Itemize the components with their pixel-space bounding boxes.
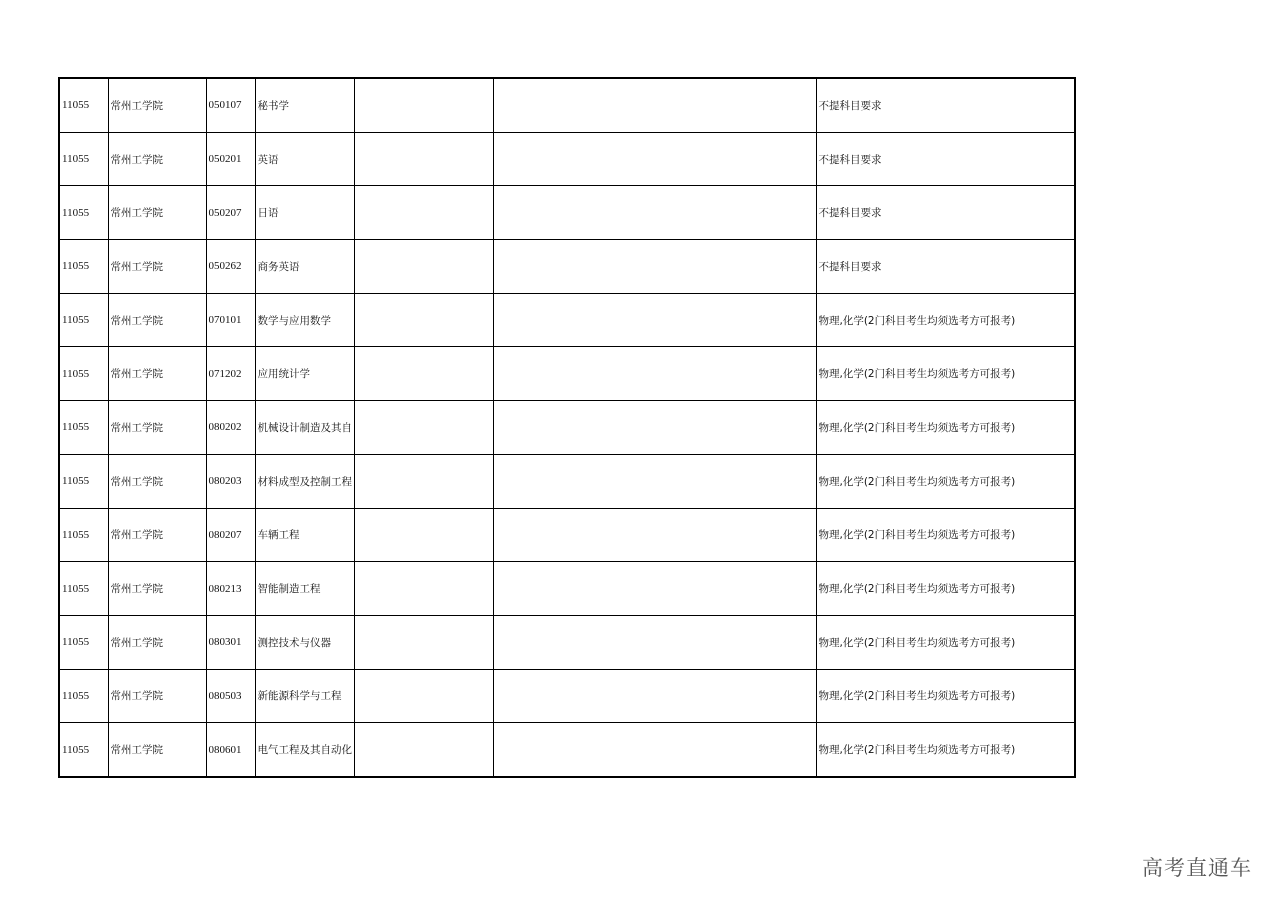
blank-cell xyxy=(354,562,493,616)
school-code-cell: 11055 xyxy=(59,454,108,508)
major-name-cell: 英语 xyxy=(255,132,354,186)
school-code-cell: 11055 xyxy=(59,78,108,132)
major-name-cell: 智能制造工程 xyxy=(255,562,354,616)
watermark-text: 高考直通车 xyxy=(1142,856,1252,880)
blank-cell xyxy=(354,186,493,240)
school-name-cell: 常州工学院 xyxy=(108,508,206,562)
school-code-cell: 11055 xyxy=(59,293,108,347)
table-row xyxy=(59,347,1075,401)
blank-cell xyxy=(493,401,816,455)
table-row xyxy=(59,293,1075,347)
table-row xyxy=(59,615,1075,669)
subject-requirement-cell: 物理,化学(2门科目考生均须选考方可报考) xyxy=(816,508,1075,562)
blank-cell xyxy=(493,240,816,294)
school-name-cell: 常州工学院 xyxy=(108,454,206,508)
subject-requirement-cell: 不提科目要求 xyxy=(816,240,1075,294)
table-row xyxy=(59,454,1075,508)
school-code-cell: 11055 xyxy=(59,669,108,723)
school-name-cell: 常州工学院 xyxy=(108,132,206,186)
major-code-cell: 071202 xyxy=(206,347,255,401)
major-name-cell: 电气工程及其自动化 xyxy=(255,723,354,777)
major-name-cell: 车辆工程 xyxy=(255,508,354,562)
major-code-cell: 080503 xyxy=(206,669,255,723)
school-code-cell: 11055 xyxy=(59,401,108,455)
subject-requirement-cell: 不提科目要求 xyxy=(816,186,1075,240)
school-code-cell: 11055 xyxy=(59,186,108,240)
blank-cell xyxy=(493,508,816,562)
major-code-cell: 070101 xyxy=(206,293,255,347)
subject-requirement-cell: 不提科目要求 xyxy=(816,132,1075,186)
major-name-cell: 秘书学 xyxy=(255,78,354,132)
major-name-cell: 日语 xyxy=(255,186,354,240)
table-row xyxy=(59,78,1075,132)
major-name-cell: 应用统计学 xyxy=(255,347,354,401)
blank-cell xyxy=(493,186,816,240)
subject-requirement-cell: 物理,化学(2门科目考生均须选考方可报考) xyxy=(816,347,1075,401)
subject-requirement-cell: 不提科目要求 xyxy=(816,78,1075,132)
table-row xyxy=(59,132,1075,186)
blank-cell xyxy=(354,723,493,777)
blank-cell xyxy=(493,669,816,723)
blank-cell xyxy=(493,723,816,777)
major-name-cell: 测控技术与仪器 xyxy=(255,615,354,669)
school-code-cell: 11055 xyxy=(59,347,108,401)
school-name-cell: 常州工学院 xyxy=(108,615,206,669)
major-code-cell: 080213 xyxy=(206,562,255,616)
blank-cell xyxy=(493,347,816,401)
school-code-cell: 11055 xyxy=(59,723,108,777)
blank-cell xyxy=(354,454,493,508)
major-code-cell: 080207 xyxy=(206,508,255,562)
major-code-cell: 050107 xyxy=(206,78,255,132)
school-code-cell: 11055 xyxy=(59,240,108,294)
blank-cell xyxy=(493,78,816,132)
table-body xyxy=(59,78,1075,777)
table-row xyxy=(59,669,1075,723)
blank-cell xyxy=(354,132,493,186)
school-name-cell: 常州工学院 xyxy=(108,186,206,240)
blank-cell xyxy=(493,293,816,347)
school-code-cell: 11055 xyxy=(59,508,108,562)
major-name-cell: 商务英语 xyxy=(255,240,354,294)
major-code-cell: 080601 xyxy=(206,723,255,777)
school-code-cell: 11055 xyxy=(59,562,108,616)
major-code-cell: 050201 xyxy=(206,132,255,186)
major-code-cell: 080203 xyxy=(206,454,255,508)
subject-requirement-cell: 物理,化学(2门科目考生均须选考方可报考) xyxy=(816,669,1075,723)
blank-cell xyxy=(354,78,493,132)
school-name-cell: 常州工学院 xyxy=(108,723,206,777)
blank-cell xyxy=(354,347,493,401)
table-row xyxy=(59,562,1075,616)
table-row xyxy=(59,508,1075,562)
school-name-cell: 常州工学院 xyxy=(108,347,206,401)
blank-cell xyxy=(354,669,493,723)
school-name-cell: 常州工学院 xyxy=(108,78,206,132)
blank-cell xyxy=(493,615,816,669)
subject-requirement-cell: 物理,化学(2门科目考生均须选考方可报考) xyxy=(816,562,1075,616)
blank-cell xyxy=(354,293,493,347)
major-name-cell: 机械设计制造及其自 xyxy=(255,401,354,455)
subject-requirement-cell: 物理,化学(2门科目考生均须选考方可报考) xyxy=(816,615,1075,669)
table-row xyxy=(59,401,1075,455)
admission-table xyxy=(58,77,1076,778)
major-name-cell: 新能源科学与工程 xyxy=(255,669,354,723)
subject-requirement-cell: 物理,化学(2门科目考生均须选考方可报考) xyxy=(816,293,1075,347)
school-name-cell: 常州工学院 xyxy=(108,669,206,723)
major-code-cell: 050207 xyxy=(206,186,255,240)
blank-cell xyxy=(493,454,816,508)
school-name-cell: 常州工学院 xyxy=(108,401,206,455)
table-row xyxy=(59,240,1075,294)
school-name-cell: 常州工学院 xyxy=(108,562,206,616)
school-name-cell: 常州工学院 xyxy=(108,240,206,294)
major-name-cell: 数学与应用数学 xyxy=(255,293,354,347)
school-code-cell: 11055 xyxy=(59,132,108,186)
blank-cell xyxy=(493,132,816,186)
table-row xyxy=(59,186,1075,240)
blank-cell xyxy=(354,240,493,294)
subject-requirement-cell: 物理,化学(2门科目考生均须选考方可报考) xyxy=(816,401,1075,455)
blank-cell xyxy=(354,508,493,562)
school-code-cell: 11055 xyxy=(59,615,108,669)
school-name-cell: 常州工学院 xyxy=(108,293,206,347)
blank-cell xyxy=(493,562,816,616)
major-code-cell: 050262 xyxy=(206,240,255,294)
major-code-cell: 080202 xyxy=(206,401,255,455)
subject-requirement-cell: 物理,化学(2门科目考生均须选考方可报考) xyxy=(816,723,1075,777)
major-code-cell: 080301 xyxy=(206,615,255,669)
table-row xyxy=(59,723,1075,777)
major-name-cell: 材料成型及控制工程 xyxy=(255,454,354,508)
subject-requirement-cell: 物理,化学(2门科目考生均须选考方可报考) xyxy=(816,454,1075,508)
blank-cell xyxy=(354,615,493,669)
blank-cell xyxy=(354,401,493,455)
